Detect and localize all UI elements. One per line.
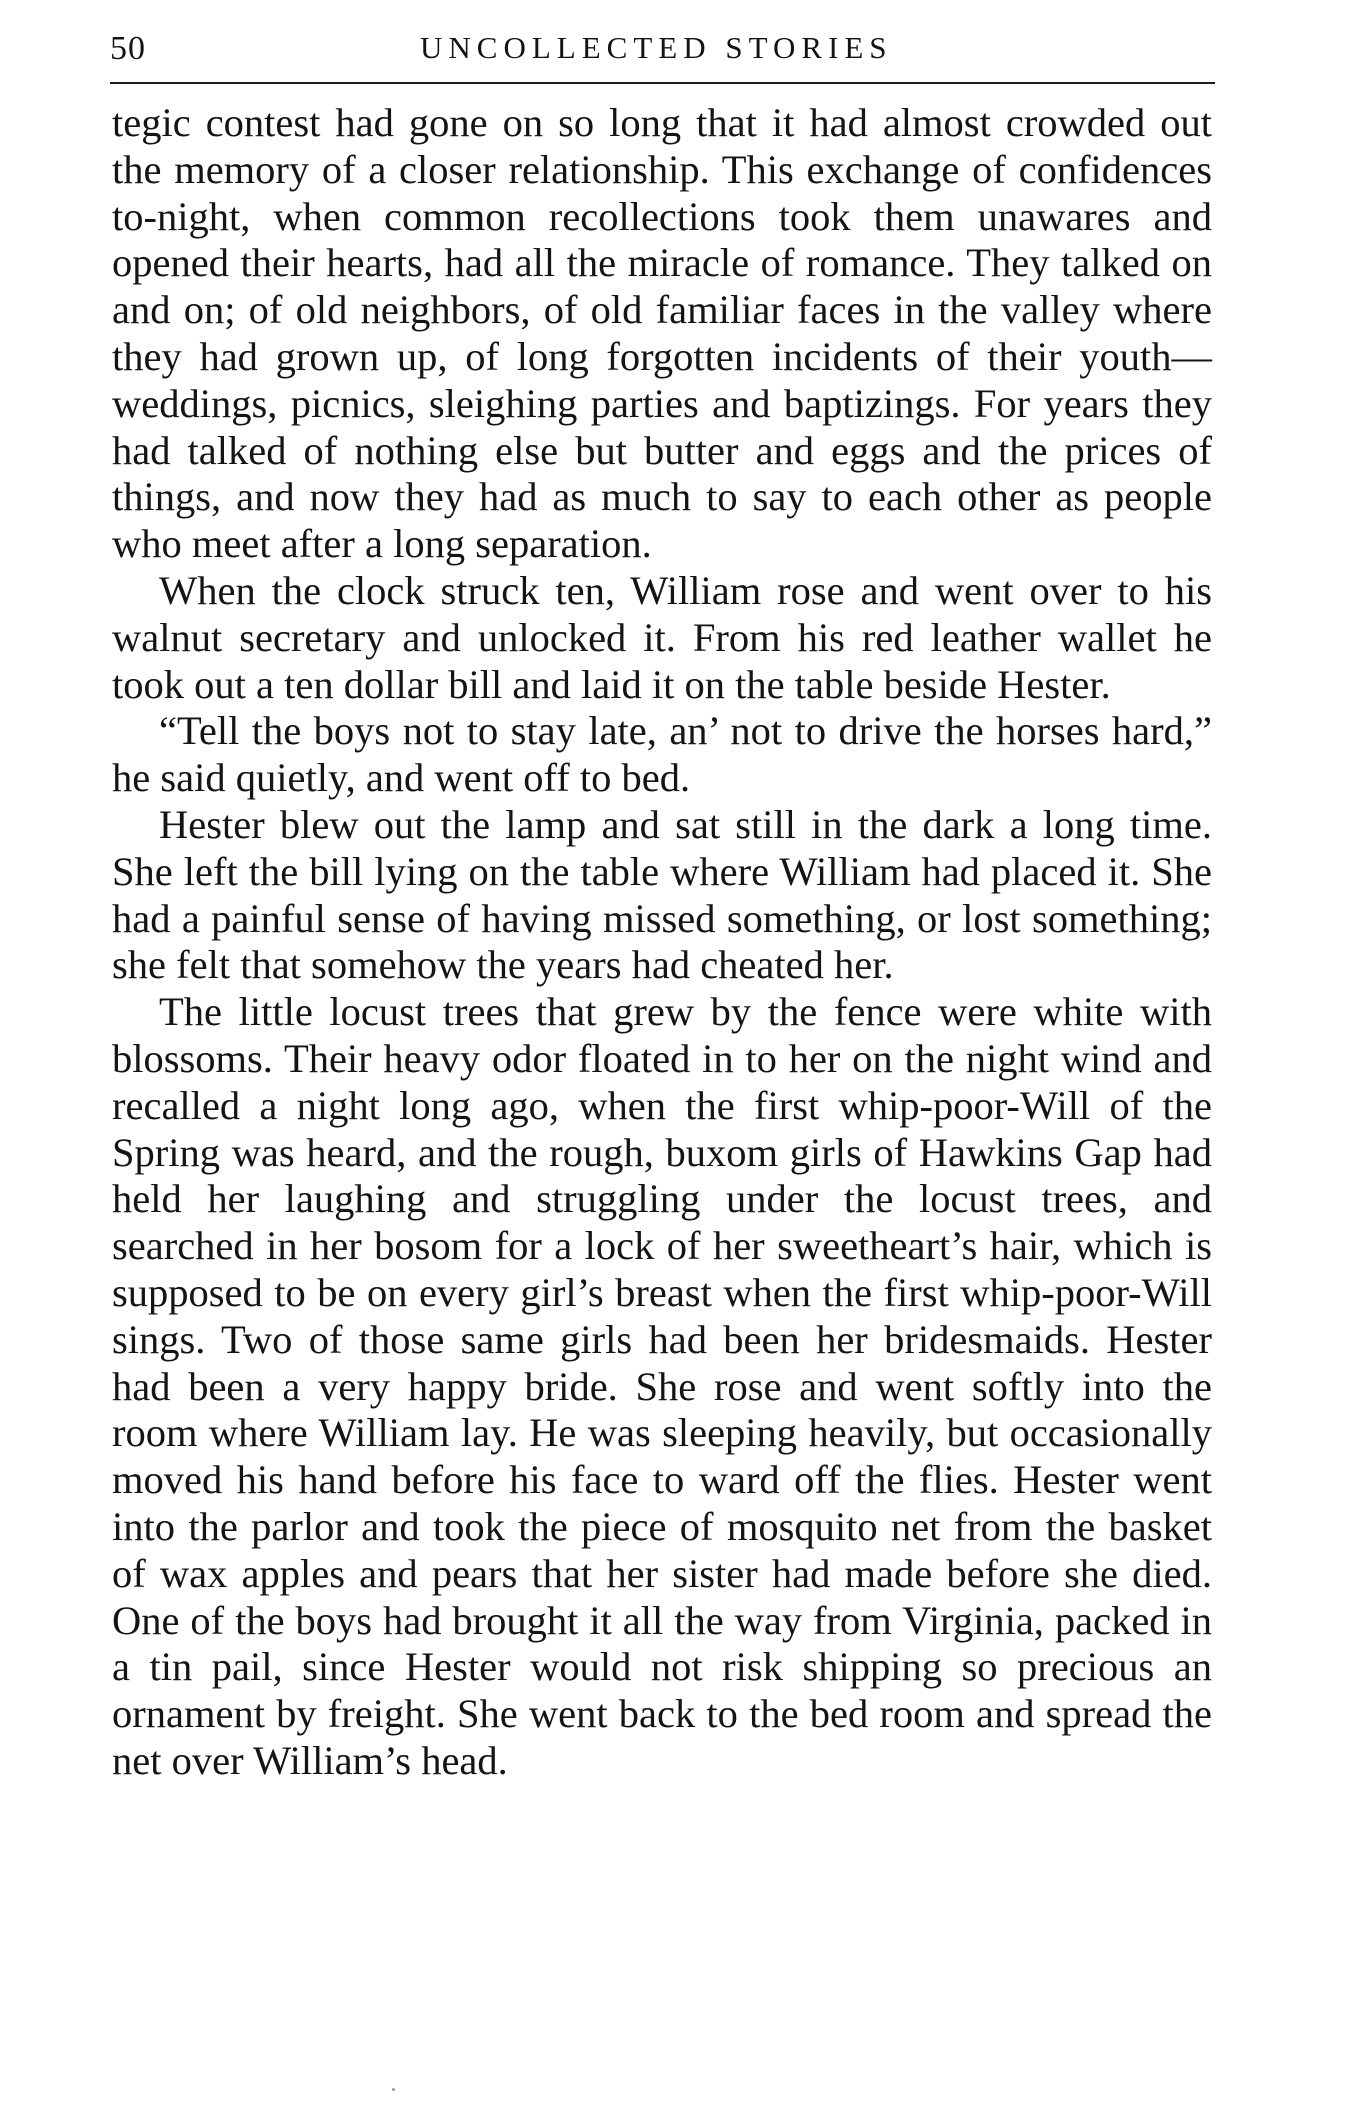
header-rule <box>110 82 1215 84</box>
page-number: 50 <box>110 30 146 67</box>
stray-ink-mark <box>392 2088 395 2091</box>
paragraph: The little locust trees that grew by the fence were white with blossoms. Their heavy odor floated in to her on the night wind and recalled a night long ago, when the first whip-poor-Will of the Spring was heard, and the rough, buxom girls of Hawkins Gap had held her laughing and struggling under the locust trees, and searched in her bosom for a lock of her sweetheart’s hair, which is supposed to be on every girl’s breast when the first whip-poor-Will sings. Two of those same girls had been her bridesmaids. Hester had been a very happy bride. She rose and went softly into the room where William lay. He was sleeping heavily, but occasionally moved his hand before his face to ward off the flies. Hester went into the parlor and took the piece of mosquito net from the basket of wax apples and pears that her sister had made before she died. One of the boys had brought it all the way from Virginia, packed in a tin pail, since Hester would not risk shipping so precious an ornament by freight. She went back to the bed room and spread the net over William’s head. <box>112 989 1212 1783</box>
paragraph: “Tell the boys not to stay late, an’ not to drive the horses hard,” he said quietly, and went off to bed. <box>112 708 1212 801</box>
running-head: UNCOLLECTED STORIES <box>420 30 893 65</box>
paragraph: Hester blew out the lamp and sat still in the dark a long time. She left the bill lying on the table where William had placed it. She had a painful sense of having missed something, or lost something; she felt that somehow the years had cheated her. <box>112 801 1212 988</box>
paragraph: When the clock struck ten, William rose and went over to his walnut secretary and unlocked it. From his red leather wallet he took out a ten dollar bill and laid it on the table beside Hester. <box>112 567 1212 707</box>
body-text <box>112 100 1212 1785</box>
page-header <box>110 22 1210 82</box>
paragraph-continued: tegic contest had gone on so long that it had almost crowded out the memory of a closer relationship. This exchange of confidences to-night, when common recollections took them unawares and opened their hearts, had all the miracle of romance. They talked on and on; of old neighbors, of old familiar faces in the valley where they had grown up, of long forgotten incidents of their youth—weddings, picnics, sleighing parties and baptizings. For years they had talked of nothing else but butter and eggs and the prices of things, and now they had as much to say to each other as people who meet after a long separation. <box>112 100 1212 567</box>
